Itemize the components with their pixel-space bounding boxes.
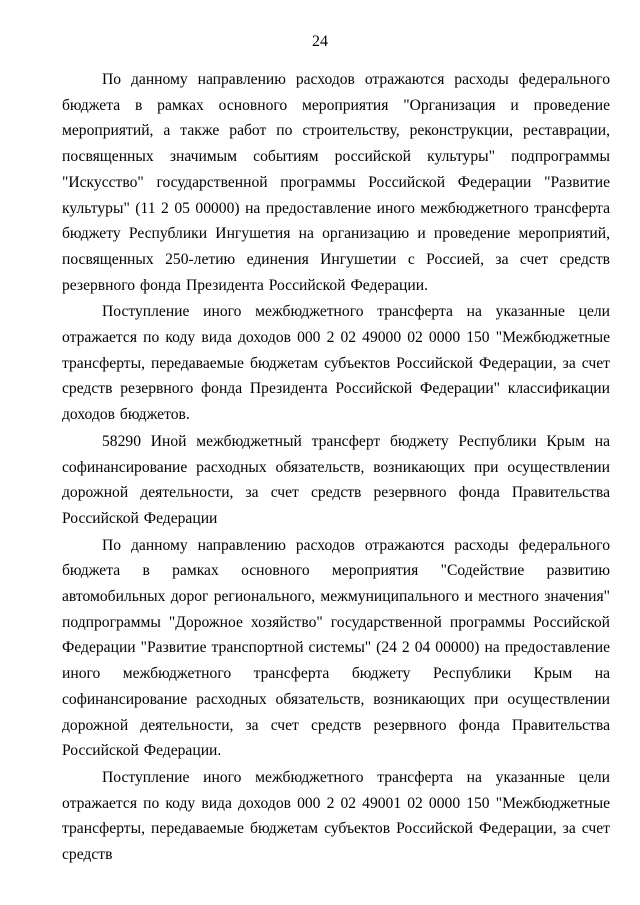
paragraph-revenue-government-fund: Поступление иного межбюджетного трансферта на указанные цели отражается по коду вида доходов 000 2 02 49001 02 0000 150 "Межбюджетные трансферты, передаваемые бюджетам субъектов Российской Федерации, за счет средств	[62, 768, 610, 864]
page-number: 24	[312, 33, 328, 50]
paragraph-expenses-culture: По данному направлению расходов отражаются расходы федерального бюджета в рамках основного мероприятия "Организация и проведение мероприятий, а также работ по строительству, реконструкции, реставрации, посвященных значимым событиям российской культуры" подпрограммы "Искусство" государственной программы Российской Федерации "Развитие культуры" (11 2 05 00000) на предоставление иного межбюджетного трансферта бюджету Республики Ингушетия на организацию и проведение мероприятий, посвященных 250-летию единения Ингушетии с Россией, за счет средств резервного фонда Президента Российской Федерации.	[62, 71, 610, 294]
paragraph-expenses-roads: По данному направлению расходов отражаются расходы федерального бюджета в рамках основного мероприятия "Содействие развитию автомобильных дорог регионального, межмуниципального и местного значения" подпрограммы "Дорожное хозяйство" государственной программы Российской Федерации "Развитие транспортной системы" (24 2 04 00000) на предоставление иного межбюджетного трансферта бюджету Республики Крым на софинансирование расходных обязательств, возникающих при осуществлении дорожной деятельности, за счет средств резервного фонда Правительства Российской Федерации.	[62, 536, 610, 760]
paragraph-revenue-president-fund: Поступление иного межбюджетного трансферта на указанные цели отражается по коду вида доходов 000 2 02 49000 02 0000 150 "Межбюджетные трансферты, передаваемые бюджетам субъектов Российской Федерации, за счет средств резервного фонда Президента Российской Федерации" классификации доходов бюджетов.	[62, 303, 610, 424]
document-body	[62, 67, 610, 864]
paragraph-heading-58290: 58290 Иной межбюджетный трансферт бюджету Республики Крым на софинансирование расходных обязательств, возникающих при осуществлении дорожной деятельности, за счет средств резервного фонда Правительства Российской Федерации	[62, 432, 610, 527]
